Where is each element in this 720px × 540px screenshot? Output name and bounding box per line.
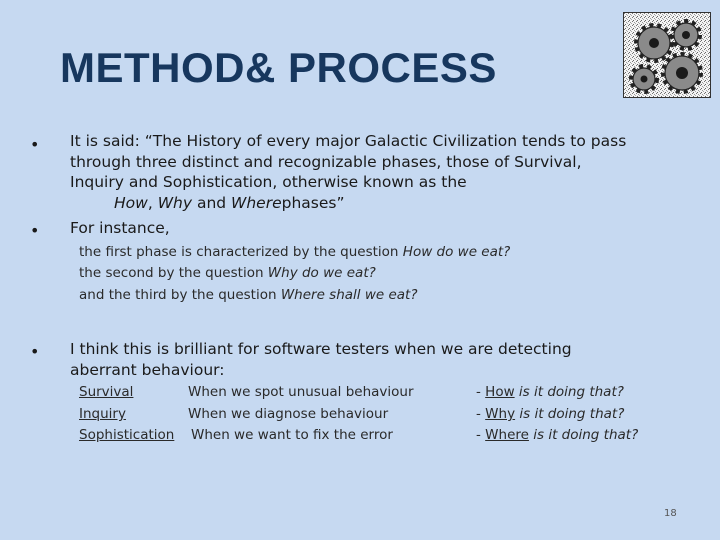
sub-prefix: the first phase is characterized by the question — [79, 244, 403, 260]
testers-line-1: I think this is brilliant for software testers when we are detecting — [70, 340, 572, 358]
sub-line-3 — [79, 285, 418, 307]
gears-icon — [623, 12, 711, 98]
phase-q-rest: is it doing that? — [515, 406, 625, 422]
bullet-testers — [70, 339, 572, 380]
quote-line-4 — [70, 193, 720, 214]
phase-question: - Why is it doing that? — [476, 406, 625, 422]
sub-question: Why do we eat? — [267, 265, 376, 281]
phase-desc: When we diagnose behaviour — [188, 406, 389, 422]
phase-q-word: How — [485, 384, 515, 400]
quote-where: Where — [231, 193, 282, 212]
bullet-marker: • — [30, 342, 40, 361]
sub-question: How do we eat? — [402, 244, 511, 260]
phase-q-word: Why — [485, 406, 516, 422]
quote-line-2: through three distinct and recognizable phases, those of Survival, — [70, 152, 582, 171]
sub-prefix: the second by the question — [79, 265, 268, 281]
phase-q-rest: is it doing that? — [528, 427, 639, 443]
quote-end: phases” — [281, 193, 345, 212]
phase-q-rest: is it doing that? — [514, 384, 624, 400]
sub-line-2 — [79, 263, 376, 285]
slide-title: METHOD& PROCESS — [60, 44, 497, 91]
phase-desc: When we want to fix the error — [191, 427, 393, 443]
bullet-quote — [70, 131, 720, 213]
phase-name: Inquiry — [79, 406, 126, 422]
sub-prefix: and the third by the question — [79, 287, 281, 303]
page-number: 18 — [664, 508, 677, 519]
sub-question: Where shall we eat? — [280, 287, 418, 303]
quote-and: and — [192, 193, 232, 212]
quote-sep: , — [147, 193, 158, 212]
quote-line-3: Inquiry and Sophistication, otherwise known as the — [70, 173, 467, 191]
quote-how: How — [114, 193, 148, 212]
phase-name: Survival — [79, 384, 134, 400]
sub-line-1 — [79, 242, 510, 264]
phase-desc: When we spot unusual behaviour — [188, 384, 414, 400]
quote-line-1: It is said: “The History of every major Galactic Civilization tends to pass — [70, 132, 627, 150]
bullet-for-instance: For instance, — [70, 219, 170, 237]
testers-line-2: aberrant behaviour: — [70, 360, 225, 379]
phase-question: - Where is it doing that? — [476, 427, 639, 443]
bullet-marker: • — [30, 221, 40, 240]
phase-name: Sophistication — [79, 427, 175, 443]
bullet-marker: • — [30, 135, 40, 154]
phase-q-word: Where — [485, 427, 529, 443]
phase-question: - How is it doing that? — [476, 384, 624, 400]
quote-why: Why — [157, 193, 193, 212]
